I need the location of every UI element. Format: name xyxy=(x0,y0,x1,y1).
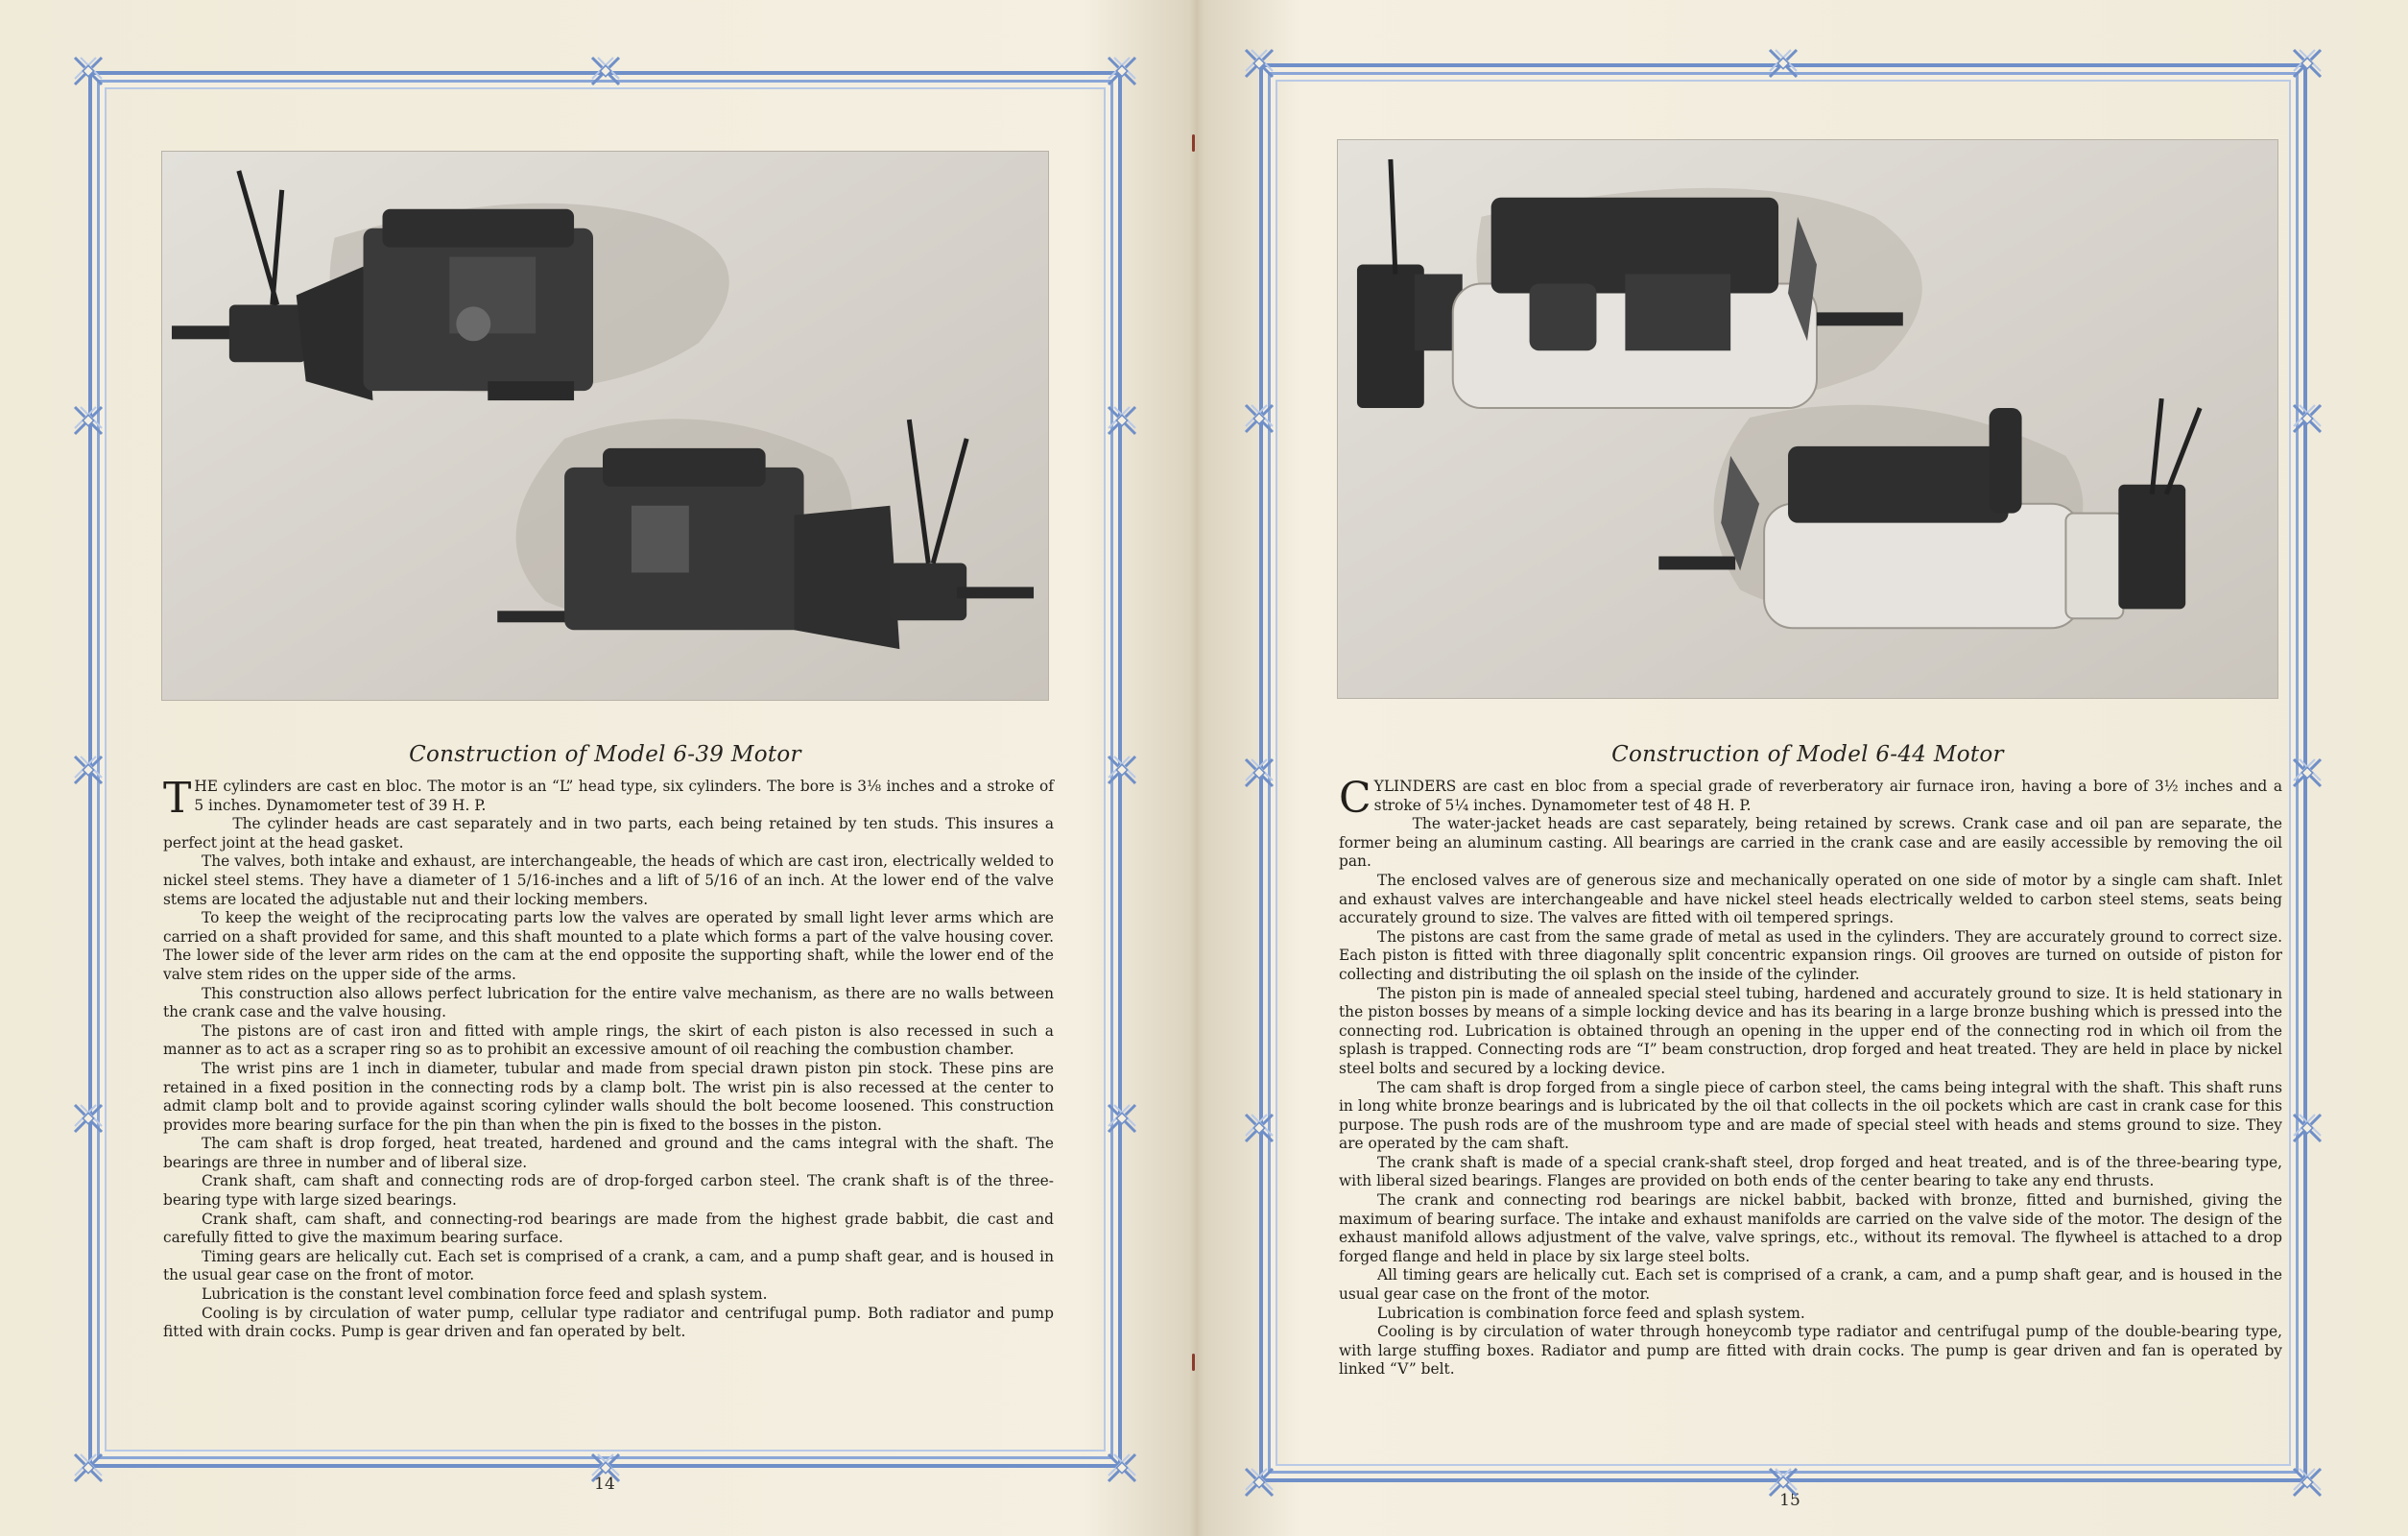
right-page-number: 15 xyxy=(1779,1491,1800,1510)
spine-thread-mark xyxy=(1192,1354,1195,1371)
border-knot-ornament xyxy=(1105,54,1139,88)
border-knot-ornament xyxy=(2290,756,2325,790)
right-page-body-text xyxy=(1339,774,2282,1380)
right-page-title: Construction of Model 6-44 Motor xyxy=(1611,742,2004,767)
left-paragraph-11: Timing gears are helically cut. Each set is comprised of a crank, a cam, and a pump shaft gear, and is housed in the usual gear case on the front of motor. xyxy=(163,1247,1054,1284)
border-knot-ornament xyxy=(1766,1465,1800,1500)
right-paragraph-6: The cam shaft is drop forged from a single piece of carbon steel, the cams being integral with the shaft. This shaft runs in long white bronze bearings and is lubricated by the oil that collects in the oil pockets which are cast in crank case for this purpose. The push rods are of the mushroom type and are made of special steel with heads and stems ground to size. They are operated by the cam shaft. xyxy=(1339,1078,2282,1153)
border-knot-ornament xyxy=(1242,756,1276,790)
right-paragraph-10: Lubrication is combination force feed and splash system. xyxy=(1377,1304,1805,1322)
right-page xyxy=(1195,0,2408,1536)
border-knot-ornament xyxy=(1766,46,1800,81)
border-knot-ornament xyxy=(71,753,106,787)
border-knot-ornament xyxy=(2290,1465,2325,1500)
left-page-number: 14 xyxy=(594,1475,615,1494)
border-knot-ornament xyxy=(1105,403,1139,438)
right-paragraph-7: The crank shaft is made of a special crank-shaft steel, drop forged and heat treated, and is of the three-bearing type, with liberal sized bearings. Flanges are provided on both ends of the center bearing to take any end thrusts. xyxy=(1339,1153,2282,1190)
right-paragraph-5: The piston pin is made of annealed special steel tubing, hardened and accurately ground to size. It is held stationary in the piston bosses by means of a simple locking device and has its bearing in a large bronze bushing which is pressed into the connecting rod. Lubrication is obtained through an opening in the upper end of the connecting rod in which oil from the splash is trapped. Connecting rods are “I” beam construction, drop forged and heat treated. They are held in place by nickel steel bolts and secured by a locking device. xyxy=(1339,984,2282,1077)
left-paragraph-1: THE cylinders are cast en bloc. The motor is an “L” head type, six cylinders. The bore is 3⅛ inches and a stroke of 5 inches. Dynamometer test of 39 H. P. xyxy=(163,774,1054,823)
left-paragraph-7: The wrist pins are 1 inch in diameter, tubular and made from special drawn piston pin stock. These pins are retained in a fixed position in the connecting rods by a clamp bolt. The wrist pin is also recessed at the center to admit clamp bolt and to provide against scoring cylinder walls should the bolt become loosened. This construction provides more bearing surface for the pin than when the pin is fixed to the bosses in the piston. xyxy=(163,1059,1054,1134)
right-paragraph-2: The water-jacket heads are cast separately, being retained by screws. Crank case and oil pan are separate, the former being an aluminum casting. All bearings are carried in the crank case and are easily accessible by removing the oil pan. xyxy=(1339,815,2282,871)
border-knot-ornament xyxy=(588,1451,623,1485)
border-knot-ornament xyxy=(1242,1111,1276,1145)
left-page xyxy=(0,0,1195,1536)
right-page-engine-photo xyxy=(1337,139,2278,699)
left-paragraph-4: To keep the weight of the reciprocating parts low the valves are operated by small light lever arms which are carried on a shaft provided for same, and this shaft mounted to a plate which forms a part of the valve housing cover. The lower side of the lever arm rides on the cam at the end opposite the supporting shaft, while the lower end of the valve stem rides on the upper side of the arms. xyxy=(163,909,1054,983)
left-page-body-text xyxy=(163,774,1054,1342)
left-paragraph-8: The cam shaft is drop forged, heat treated, hardened and ground and the cams integral with the shaft. The bearings are three in number and of liberal size. xyxy=(163,1135,1054,1171)
left-paragraph-2: The cylinder heads are cast separately and in two parts, each being retained by ten studs. This insures a perfect joint at the head gasket. xyxy=(163,815,1054,852)
left-paragraph-5: This construction also allows perfect lubrication for the entire valve mechanism, as there are no walls between the crank case and the valve housing. xyxy=(163,984,1054,1021)
border-knot-ornament xyxy=(71,1101,106,1136)
border-knot-ornament xyxy=(1242,401,1276,436)
left-page-engine-photo xyxy=(161,151,1049,701)
spine-thread-mark xyxy=(1192,134,1195,152)
right-paragraph-8: The crank and connecting rod bearings are nickel babbit, backed with bronze, fitted and burnished, giving the maximum of bearing surface. The intake and exhaust manifolds are carried on the valve side of the motor. The design of the exhaust manifold allows adjustment of the valve, valve springs, etc., without its removal. The flywheel is attached to a drop forged flange and held in place by six large steel bolts. xyxy=(1339,1191,2282,1265)
right-paragraph-3: The enclosed valves are of generous size and mechanically operated on one side of motor by a single cam shaft. Inlet and exhaust valves are interchangeable and have nickel steel heads electrically welded to carbon steel stems, seats being accurately ground to size. The valves are fitted with oil tempered springs. xyxy=(1339,871,2282,927)
left-paragraph-13: Cooling is by circulation of water pump, cellular type radiator and centrifugal pump. Both radiator and pump fitted with drain cocks. Pump is gear driven and fan operated by belt. xyxy=(163,1304,1054,1341)
left-paragraph-9: Crank shaft, cam shaft and connecting rods are of drop-forged carbon steel. The crank shaft is of the three-bearing type with large sized bearings. xyxy=(163,1172,1054,1210)
border-knot-ornament xyxy=(1105,1101,1139,1136)
model-6-39-engine-image xyxy=(162,152,1048,700)
left-drop-cap: T xyxy=(163,774,192,823)
left-paragraph-12: Lubrication is the constant level combination force feed and splash system. xyxy=(202,1285,768,1304)
border-knot-ornament xyxy=(71,54,106,88)
border-knot-ornament xyxy=(71,1451,106,1485)
model-6-44-engine-image xyxy=(1338,140,2277,698)
right-paragraph-11: Cooling is by circulation of water through honeycomb type radiator and centrifugal pump of the double-bearing type, with large stuffing boxes. Radiator and pump are fitted with drain cocks. The pump is gear driven and fan is operated by linked “V” belt. xyxy=(1339,1323,2282,1379)
border-knot-ornament xyxy=(2290,1111,2325,1145)
border-knot-ornament xyxy=(588,54,623,88)
border-knot-ornament xyxy=(1105,1451,1139,1485)
left-page-title: Construction of Model 6-39 Motor xyxy=(409,742,801,767)
border-knot-ornament xyxy=(1242,46,1276,81)
left-paragraph-10: Crank shaft, cam shaft, and connecting-rod bearings are made from the highest grade babbit, die cast and carefully fitted to give the maximum bearing surface. xyxy=(163,1210,1054,1247)
border-knot-ornament xyxy=(1105,753,1139,787)
right-paragraph-4: The pistons are cast from the same grade of metal as used in the cylinders. They are accurately ground to correct size. Each piston is fitted with three diagonally split concentric expansion rings. Oil grooves are turned on outside of piston for collecting and distributing the oil splash on the inside of the cylinder. xyxy=(1339,927,2282,983)
border-knot-ornament xyxy=(1242,1465,1276,1500)
right-drop-cap: C xyxy=(1339,774,1371,823)
left-paragraph-6: The pistons are of cast iron and fitted with ample rings, the skirt of each piston is also recessed in such a manner as to act as a scraper ring so as to prohibit an excessive amount of oil reaching the combustion chamber. xyxy=(163,1021,1054,1059)
left-paragraph-3: The valves, both intake and exhaust, are interchangeable, the heads of which are cast iron, electrically welded to nickel steel stems. They have a diameter of 1 5/16-inches and a lift of 5/16 of an inch. At the lower end of the valve stems are located the adjustable nut and their locking members. xyxy=(163,852,1054,908)
right-paragraph-1: CYLINDERS are cast en bloc from a special grade of reverberatory air furnace iron, having a bore of 3½ inches and a stroke of 5¼ inches. Dynamometer test of 48 H. P. xyxy=(1339,774,2282,823)
border-knot-ornament xyxy=(2290,46,2325,81)
border-knot-ornament xyxy=(71,403,106,438)
border-knot-ornament xyxy=(2290,401,2325,436)
right-paragraph-9: All timing gears are helically cut. Each set is comprised of a crank, a cam, and a pump shaft gear, and is housed in the usual gear case on the front of the motor. xyxy=(1339,1266,2282,1304)
